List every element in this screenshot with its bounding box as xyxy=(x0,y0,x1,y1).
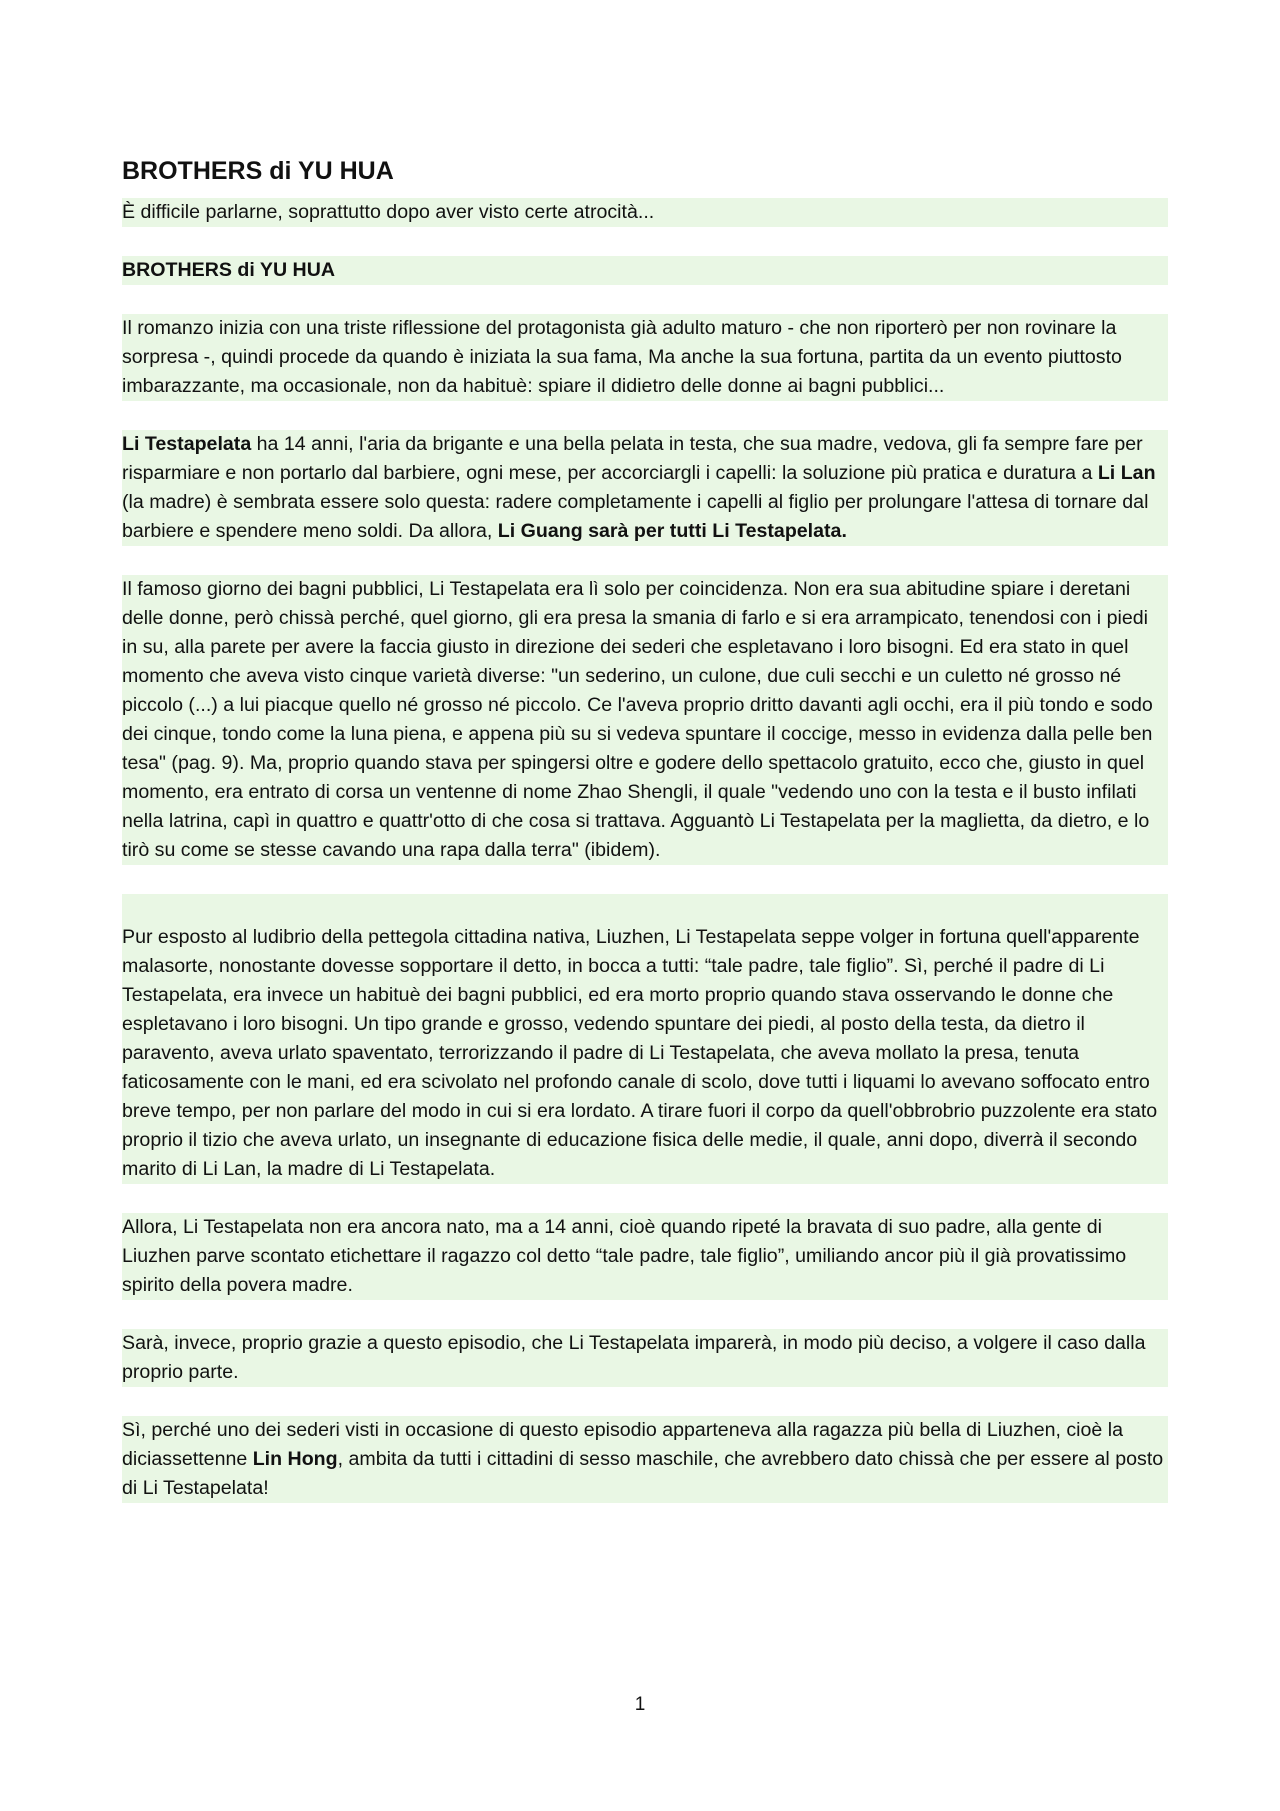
paragraph-intro: È difficile parlarne, soprattutto dopo aver visto certe atrocità... xyxy=(122,198,1168,227)
text-segment: ha 14 anni, l'aria da brigante e una bella pelata in testa, che sua madre, vedova, gli fa sempre fare per risparmiare e non portarlo dal barbiere, ogni mese, per accorciargli i capelli: la soluzione più pratica e duratura a xyxy=(122,433,1143,484)
text-segment: Sì, perché uno dei sederi visti in occasione di questo episodio apparteneva alla ragazza più bella di Liuzhen, cioè la diciassettenne xyxy=(122,1419,1124,1470)
page-number: 1 xyxy=(634,1694,646,1715)
paragraph-li-testapelata xyxy=(122,430,1168,546)
document-page xyxy=(122,154,1168,1532)
text-segment: (la madre) è sembrata essere solo questa: radere completamente i capelli al figlio per prolungare l'attesa di tornare dal barbiere e spendere meno soldi. Da allora, xyxy=(122,491,1149,542)
text-segment: , ambita da tutti i cittadini di sesso maschile, che avrebbero dato chissà che per essere al posto di Li Testapelata! xyxy=(122,1448,1164,1499)
paragraph-lin-hong xyxy=(122,1416,1168,1503)
document-title: BROTHERS di YU HUA xyxy=(122,157,394,185)
paragraph-episode: Sarà, invece, proprio grazie a questo episodio, che Li Testapelata imparerà, in modo più deciso, a volgere il caso dalla proprio parte. xyxy=(122,1329,1168,1387)
bold-lin-hong: Lin Hong xyxy=(252,1448,338,1470)
bold-li-testapelata: Li Testapelata xyxy=(122,433,252,455)
paragraph-subtitle xyxy=(122,256,1168,285)
bold-li-lan: Li Lan xyxy=(1097,462,1156,484)
paragraph-novel-opening: Il romanzo inizia con una triste riflessione del protagonista già adulto maturo - che non riporterò per non rovinare la sorpresa -, quindi procede da quando è iniziata la sua fama, Ma anche la sua fortuna, partita da un evento piuttosto imbarazzante, ma occasionale, non da habituè: spiare il didietro delle donne ai bagni pubblici... xyxy=(122,314,1168,401)
paragraph-liuzhen: Pur esposto al ludibrio della pettegola cittadina nativa, Liuzhen, Li Testapelata seppe volger in fortuna quell'apparente malasorte, nonostante dovesse sopportare il detto, in bocca a tutti: “tale padre, tale figlio”. Sì, perché il padre di Li Testapelata, era invece un habituè dei bagni pubblici, ed era morto proprio quando stava osservando le donne che espletavano i loro bisogni. Un tipo grande e grosso, vedendo spuntare dei piedi, al posto della testa, da dietro il paravento, aveva urlato spaventato, terrorizzando il padre di Li Testapelata, che aveva mollato la presa, tenuta faticosamente con le mani, ed era scivolato nel profondo canale di scolo, dove tutti i liquami lo avevano soffocato entro breve tempo, per non parlare del modo in cui si era lordato. A tirare fuori il corpo da quell'obbrobrio puzzolente era stato proprio il tizio che aveva urlato, un insegnante di educazione fisica delle medie, il quale, anni dopo, diverrà il secondo marito di Li Lan, la madre di Li Testapelata. xyxy=(122,894,1168,1184)
subtitle-bold: BROTHERS di YU HUA xyxy=(122,259,336,281)
paragraph-public-baths: Il famoso giorno dei bagni pubblici, Li Testapelata era lì solo per coincidenza. Non era sua abitudine spiare i deretani delle donne, però chissà perché, quel giorno, gli era presa la smania di farlo e si era arrampicato, tenendosi con i piedi in su, alla parete per avere la faccia giusto in direzione dei sederi che espletavano i loro bisogni. Ed era stato in quel momento che aveva visto cinque varietà diverse: "un sederino, un culone, due culi secchi e un culetto né grosso né piccolo (...) a lui piacque quello né grosso né piccolo. Ce l'aveva proprio dritto davanti agli occhi, era il più tondo e sodo dei cinque, tondo come la luna piena, e appena più su si vedeva spuntare il coccige, messo in evidenza dalla pelle ben tesa" (pag. 9). Ma, proprio quando stava per spingersi oltre e godere dello spettacolo gratuito, ecco che, giusto in quel momento, era entrato di corsa un ventenne di nome Zhao Shengli, il quale "vedendo uno con la testa e il busto infilati nella latrina, capì in quattro e quattr'otto di che cosa si trattava. Agguantò Li Testapelata per la maglietta, da dietro, e lo tirò su come se stesse cavando una rapa dalla terra" (ibidem). xyxy=(122,575,1168,865)
bold-li-guang: Li Guang sarà per tutti Li Testapelata. xyxy=(497,520,847,542)
paragraph-tale-padre: Allora, Li Testapelata non era ancora nato, ma a 14 anni, cioè quando ripeté la bravata di suo padre, alla gente di Liuzhen parve scontato etichettare il ragazzo col detto “tale padre, tale figlio”, umiliando ancor più il già provatissimo spirito della povera madre. xyxy=(122,1213,1168,1300)
